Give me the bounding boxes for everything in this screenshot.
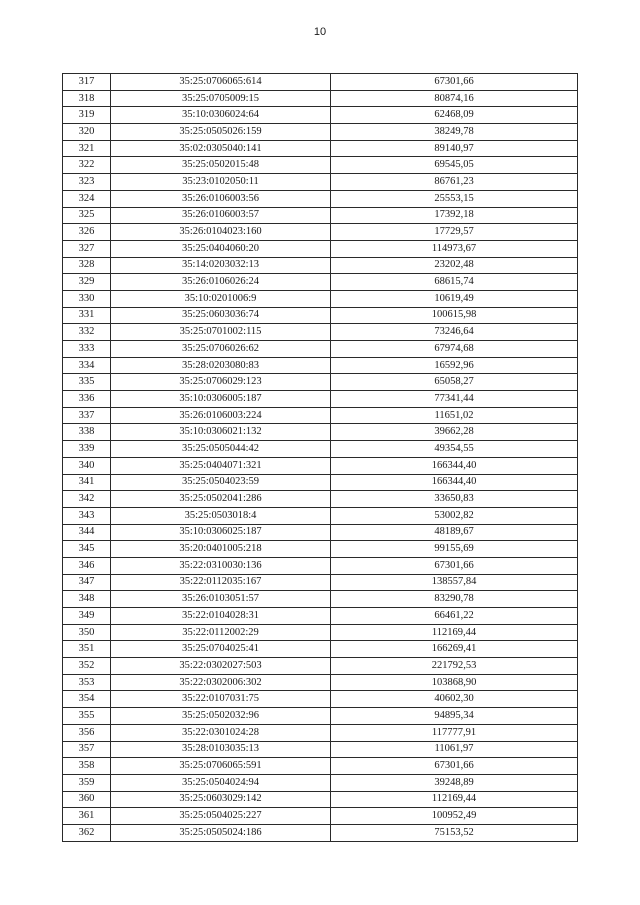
row-number-cell: 326 bbox=[63, 224, 111, 241]
cadastral-number-cell: 35:22:0302006:302 bbox=[111, 674, 331, 691]
cadastral-value-cell: 38249,78 bbox=[331, 124, 578, 141]
cadastral-value-cell: 103868,90 bbox=[331, 674, 578, 691]
row-number-cell: 330 bbox=[63, 290, 111, 307]
cadastral-value-cell: 100952,49 bbox=[331, 808, 578, 825]
table-row bbox=[63, 641, 578, 658]
table-row bbox=[63, 507, 578, 524]
cadastral-value-cell: 67301,66 bbox=[331, 557, 578, 574]
cadastral-value-cell: 53002,82 bbox=[331, 507, 578, 524]
cadastral-number-cell: 35:25:0706065:614 bbox=[111, 74, 331, 91]
cadastral-value-cell: 11651,02 bbox=[331, 407, 578, 424]
table-row bbox=[63, 174, 578, 191]
cadastral-value-cell: 17729,57 bbox=[331, 224, 578, 241]
row-number-cell: 338 bbox=[63, 424, 111, 441]
cadastral-value-cell: 75153,52 bbox=[331, 824, 578, 841]
cadastral-number-cell: 35:25:0704025:41 bbox=[111, 641, 331, 658]
row-number-cell: 320 bbox=[63, 124, 111, 141]
cadastral-value-cell: 48189,67 bbox=[331, 524, 578, 541]
table-row bbox=[63, 658, 578, 675]
cadastral-value-cell: 80874,16 bbox=[331, 90, 578, 107]
row-number-cell: 344 bbox=[63, 524, 111, 541]
cadastral-number-cell: 35:22:0112002:29 bbox=[111, 624, 331, 641]
cadastral-value-cell: 86761,23 bbox=[331, 174, 578, 191]
cadastral-number-cell: 35:25:0705009:15 bbox=[111, 90, 331, 107]
table-row bbox=[63, 257, 578, 274]
row-number-cell: 356 bbox=[63, 724, 111, 741]
cadastral-number-cell: 35:26:0104023:160 bbox=[111, 224, 331, 241]
row-number-cell: 327 bbox=[63, 240, 111, 257]
cadastral-number-cell: 35:25:0706026:62 bbox=[111, 341, 331, 358]
cadastral-value-cell: 23202,48 bbox=[331, 257, 578, 274]
cadastral-number-cell: 35:25:0505044:42 bbox=[111, 441, 331, 458]
cadastral-number-cell: 35:10:0306021:132 bbox=[111, 424, 331, 441]
table-row bbox=[63, 240, 578, 257]
cadastral-value-cell: 66461,22 bbox=[331, 608, 578, 625]
row-number-cell: 349 bbox=[63, 608, 111, 625]
cadastral-number-cell: 35:25:0505024:186 bbox=[111, 824, 331, 841]
cadastral-value-cell: 166344,40 bbox=[331, 457, 578, 474]
table-row bbox=[63, 674, 578, 691]
table-row bbox=[63, 224, 578, 241]
table-row bbox=[63, 557, 578, 574]
cadastral-value-cell: 100615,98 bbox=[331, 307, 578, 324]
table-row bbox=[63, 441, 578, 458]
row-number-cell: 350 bbox=[63, 624, 111, 641]
cadastral-value-cell: 112169,44 bbox=[331, 791, 578, 808]
cadastral-value-cell: 65058,27 bbox=[331, 374, 578, 391]
row-number-cell: 359 bbox=[63, 774, 111, 791]
row-number-cell: 361 bbox=[63, 808, 111, 825]
cadastral-number-cell: 35:10:0306005:187 bbox=[111, 391, 331, 408]
cadastral-number-cell: 35:22:0301024:28 bbox=[111, 724, 331, 741]
table-row bbox=[63, 74, 578, 91]
cadastral-number-cell: 35:25:0603029:142 bbox=[111, 791, 331, 808]
cadastral-value-cell: 67974,68 bbox=[331, 341, 578, 358]
table-row bbox=[63, 474, 578, 491]
cadastral-number-cell: 35:25:0404071:321 bbox=[111, 457, 331, 474]
cadastral-number-cell: 35:25:0404060:20 bbox=[111, 240, 331, 257]
row-number-cell: 324 bbox=[63, 190, 111, 207]
table-row bbox=[63, 824, 578, 841]
table-row bbox=[63, 290, 578, 307]
table-row bbox=[63, 574, 578, 591]
cadastral-value-cell: 117777,91 bbox=[331, 724, 578, 741]
row-number-cell: 331 bbox=[63, 307, 111, 324]
row-number-cell: 342 bbox=[63, 491, 111, 508]
table-row bbox=[63, 741, 578, 758]
cadastral-value-cell: 112169,44 bbox=[331, 624, 578, 641]
cadastral-value-cell: 94895,34 bbox=[331, 708, 578, 725]
cadastral-value-cell: 77341,44 bbox=[331, 391, 578, 408]
row-number-cell: 325 bbox=[63, 207, 111, 224]
cadastral-number-cell: 35:25:0603036:74 bbox=[111, 307, 331, 324]
cadastral-number-cell: 35:10:0201006:9 bbox=[111, 290, 331, 307]
row-number-cell: 340 bbox=[63, 457, 111, 474]
cadastral-value-cell: 68615,74 bbox=[331, 274, 578, 291]
table-row bbox=[63, 341, 578, 358]
table-row bbox=[63, 624, 578, 641]
row-number-cell: 321 bbox=[63, 140, 111, 157]
row-number-cell: 332 bbox=[63, 324, 111, 341]
cadastral-value-cell: 10619,49 bbox=[331, 290, 578, 307]
table-row bbox=[63, 107, 578, 124]
cadastral-number-cell: 35:22:0310030:136 bbox=[111, 557, 331, 574]
cadastral-value-cell: 33650,83 bbox=[331, 491, 578, 508]
cadastral-number-cell: 35:10:0306025:187 bbox=[111, 524, 331, 541]
cadastral-value-cell: 16592,96 bbox=[331, 357, 578, 374]
cadastral-value-cell: 221792,53 bbox=[331, 658, 578, 675]
table-row bbox=[63, 307, 578, 324]
cadastral-number-cell: 35:10:0306024:64 bbox=[111, 107, 331, 124]
row-number-cell: 353 bbox=[63, 674, 111, 691]
cadastral-value-cell: 73246,64 bbox=[331, 324, 578, 341]
table-row bbox=[63, 90, 578, 107]
cadastral-number-cell: 35:25:0706065:591 bbox=[111, 758, 331, 775]
row-number-cell: 329 bbox=[63, 274, 111, 291]
table-row bbox=[63, 608, 578, 625]
row-number-cell: 347 bbox=[63, 574, 111, 591]
row-number-cell: 345 bbox=[63, 541, 111, 558]
row-number-cell: 323 bbox=[63, 174, 111, 191]
cadastral-number-cell: 35:28:0203080:83 bbox=[111, 357, 331, 374]
cadastral-number-cell: 35:23:0102050:11 bbox=[111, 174, 331, 191]
table-row bbox=[63, 791, 578, 808]
table-row bbox=[63, 374, 578, 391]
row-number-cell: 336 bbox=[63, 391, 111, 408]
row-number-cell: 357 bbox=[63, 741, 111, 758]
cadastral-number-cell: 35:25:0706029:123 bbox=[111, 374, 331, 391]
cadastral-value-cell: 69545,05 bbox=[331, 157, 578, 174]
row-number-cell: 319 bbox=[63, 107, 111, 124]
cadastral-number-cell: 35:26:0106003:57 bbox=[111, 207, 331, 224]
row-number-cell: 334 bbox=[63, 357, 111, 374]
table-row bbox=[63, 407, 578, 424]
cadastral-value-cell: 89140,97 bbox=[331, 140, 578, 157]
row-number-cell: 317 bbox=[63, 74, 111, 91]
cadastral-number-cell: 35:25:0502015:48 bbox=[111, 157, 331, 174]
table-row bbox=[63, 758, 578, 775]
cadastral-number-cell: 35:25:0502032:96 bbox=[111, 708, 331, 725]
cadastral-value-cell: 166344,40 bbox=[331, 474, 578, 491]
cadastral-value-cell: 67301,66 bbox=[331, 758, 578, 775]
cadastral-value-cell: 166269,41 bbox=[331, 641, 578, 658]
table-row bbox=[63, 491, 578, 508]
cadastral-number-cell: 35:26:0103051:57 bbox=[111, 591, 331, 608]
cadastral-number-cell: 35:22:0112035:167 bbox=[111, 574, 331, 591]
table-row bbox=[63, 207, 578, 224]
cadastral-value-table bbox=[62, 73, 578, 842]
table-row bbox=[63, 591, 578, 608]
cadastral-number-cell: 35:20:0401005:218 bbox=[111, 541, 331, 558]
cadastral-number-cell: 35:22:0107031:75 bbox=[111, 691, 331, 708]
row-number-cell: 346 bbox=[63, 557, 111, 574]
cadastral-value-cell: 99155,69 bbox=[331, 541, 578, 558]
table-row bbox=[63, 324, 578, 341]
table-row bbox=[63, 524, 578, 541]
cadastral-value-cell: 11061,97 bbox=[331, 741, 578, 758]
table-row bbox=[63, 190, 578, 207]
table-row bbox=[63, 457, 578, 474]
table-row bbox=[63, 708, 578, 725]
cadastral-number-cell: 35:14:0203032:13 bbox=[111, 257, 331, 274]
table-row bbox=[63, 774, 578, 791]
cadastral-number-cell: 35:25:0502041:286 bbox=[111, 491, 331, 508]
cadastral-value-cell: 83290,78 bbox=[331, 591, 578, 608]
table-row bbox=[63, 724, 578, 741]
cadastral-value-cell: 67301,66 bbox=[331, 74, 578, 91]
cadastral-number-cell: 35:25:0503018:4 bbox=[111, 507, 331, 524]
row-number-cell: 341 bbox=[63, 474, 111, 491]
cadastral-value-cell: 40602,30 bbox=[331, 691, 578, 708]
cadastral-value-cell: 62468,09 bbox=[331, 107, 578, 124]
row-number-cell: 352 bbox=[63, 658, 111, 675]
cadastral-number-cell: 35:25:0505026:159 bbox=[111, 124, 331, 141]
table-row bbox=[63, 541, 578, 558]
cadastral-number-cell: 35:22:0302027:503 bbox=[111, 658, 331, 675]
row-number-cell: 339 bbox=[63, 441, 111, 458]
table-row bbox=[63, 691, 578, 708]
row-number-cell: 335 bbox=[63, 374, 111, 391]
table-row bbox=[63, 808, 578, 825]
cadastral-value-cell: 49354,55 bbox=[331, 441, 578, 458]
cadastral-number-cell: 35:26:0106003:224 bbox=[111, 407, 331, 424]
table-row bbox=[63, 391, 578, 408]
row-number-cell: 328 bbox=[63, 257, 111, 274]
table-body bbox=[63, 74, 578, 842]
cadastral-value-cell: 39662,28 bbox=[331, 424, 578, 441]
cadastral-value-cell: 39248,89 bbox=[331, 774, 578, 791]
row-number-cell: 337 bbox=[63, 407, 111, 424]
cadastral-number-cell: 35:25:0504023:59 bbox=[111, 474, 331, 491]
cadastral-number-cell: 35:26:0106003:56 bbox=[111, 190, 331, 207]
cadastral-value-cell: 138557,84 bbox=[331, 574, 578, 591]
cadastral-number-cell: 35:02:0305040:141 bbox=[111, 140, 331, 157]
table-row bbox=[63, 157, 578, 174]
table-row bbox=[63, 274, 578, 291]
cadastral-number-cell: 35:22:0104028:31 bbox=[111, 608, 331, 625]
row-number-cell: 333 bbox=[63, 341, 111, 358]
cadastral-number-cell: 35:26:0106026:24 bbox=[111, 274, 331, 291]
row-number-cell: 322 bbox=[63, 157, 111, 174]
row-number-cell: 362 bbox=[63, 824, 111, 841]
cadastral-number-cell: 35:25:0504024:94 bbox=[111, 774, 331, 791]
table-row bbox=[63, 357, 578, 374]
cadastral-number-cell: 35:25:0504025:227 bbox=[111, 808, 331, 825]
cadastral-value-cell: 17392,18 bbox=[331, 207, 578, 224]
cadastral-number-cell: 35:25:0701002:115 bbox=[111, 324, 331, 341]
table-row bbox=[63, 124, 578, 141]
cadastral-number-cell: 35:28:0103035:13 bbox=[111, 741, 331, 758]
row-number-cell: 348 bbox=[63, 591, 111, 608]
row-number-cell: 358 bbox=[63, 758, 111, 775]
row-number-cell: 354 bbox=[63, 691, 111, 708]
table-row bbox=[63, 424, 578, 441]
table-row bbox=[63, 140, 578, 157]
page-number: 10 bbox=[313, 26, 327, 38]
row-number-cell: 355 bbox=[63, 708, 111, 725]
cadastral-value-cell: 114973,67 bbox=[331, 240, 578, 257]
row-number-cell: 343 bbox=[63, 507, 111, 524]
row-number-cell: 360 bbox=[63, 791, 111, 808]
row-number-cell: 351 bbox=[63, 641, 111, 658]
row-number-cell: 318 bbox=[63, 90, 111, 107]
cadastral-value-cell: 25553,15 bbox=[331, 190, 578, 207]
